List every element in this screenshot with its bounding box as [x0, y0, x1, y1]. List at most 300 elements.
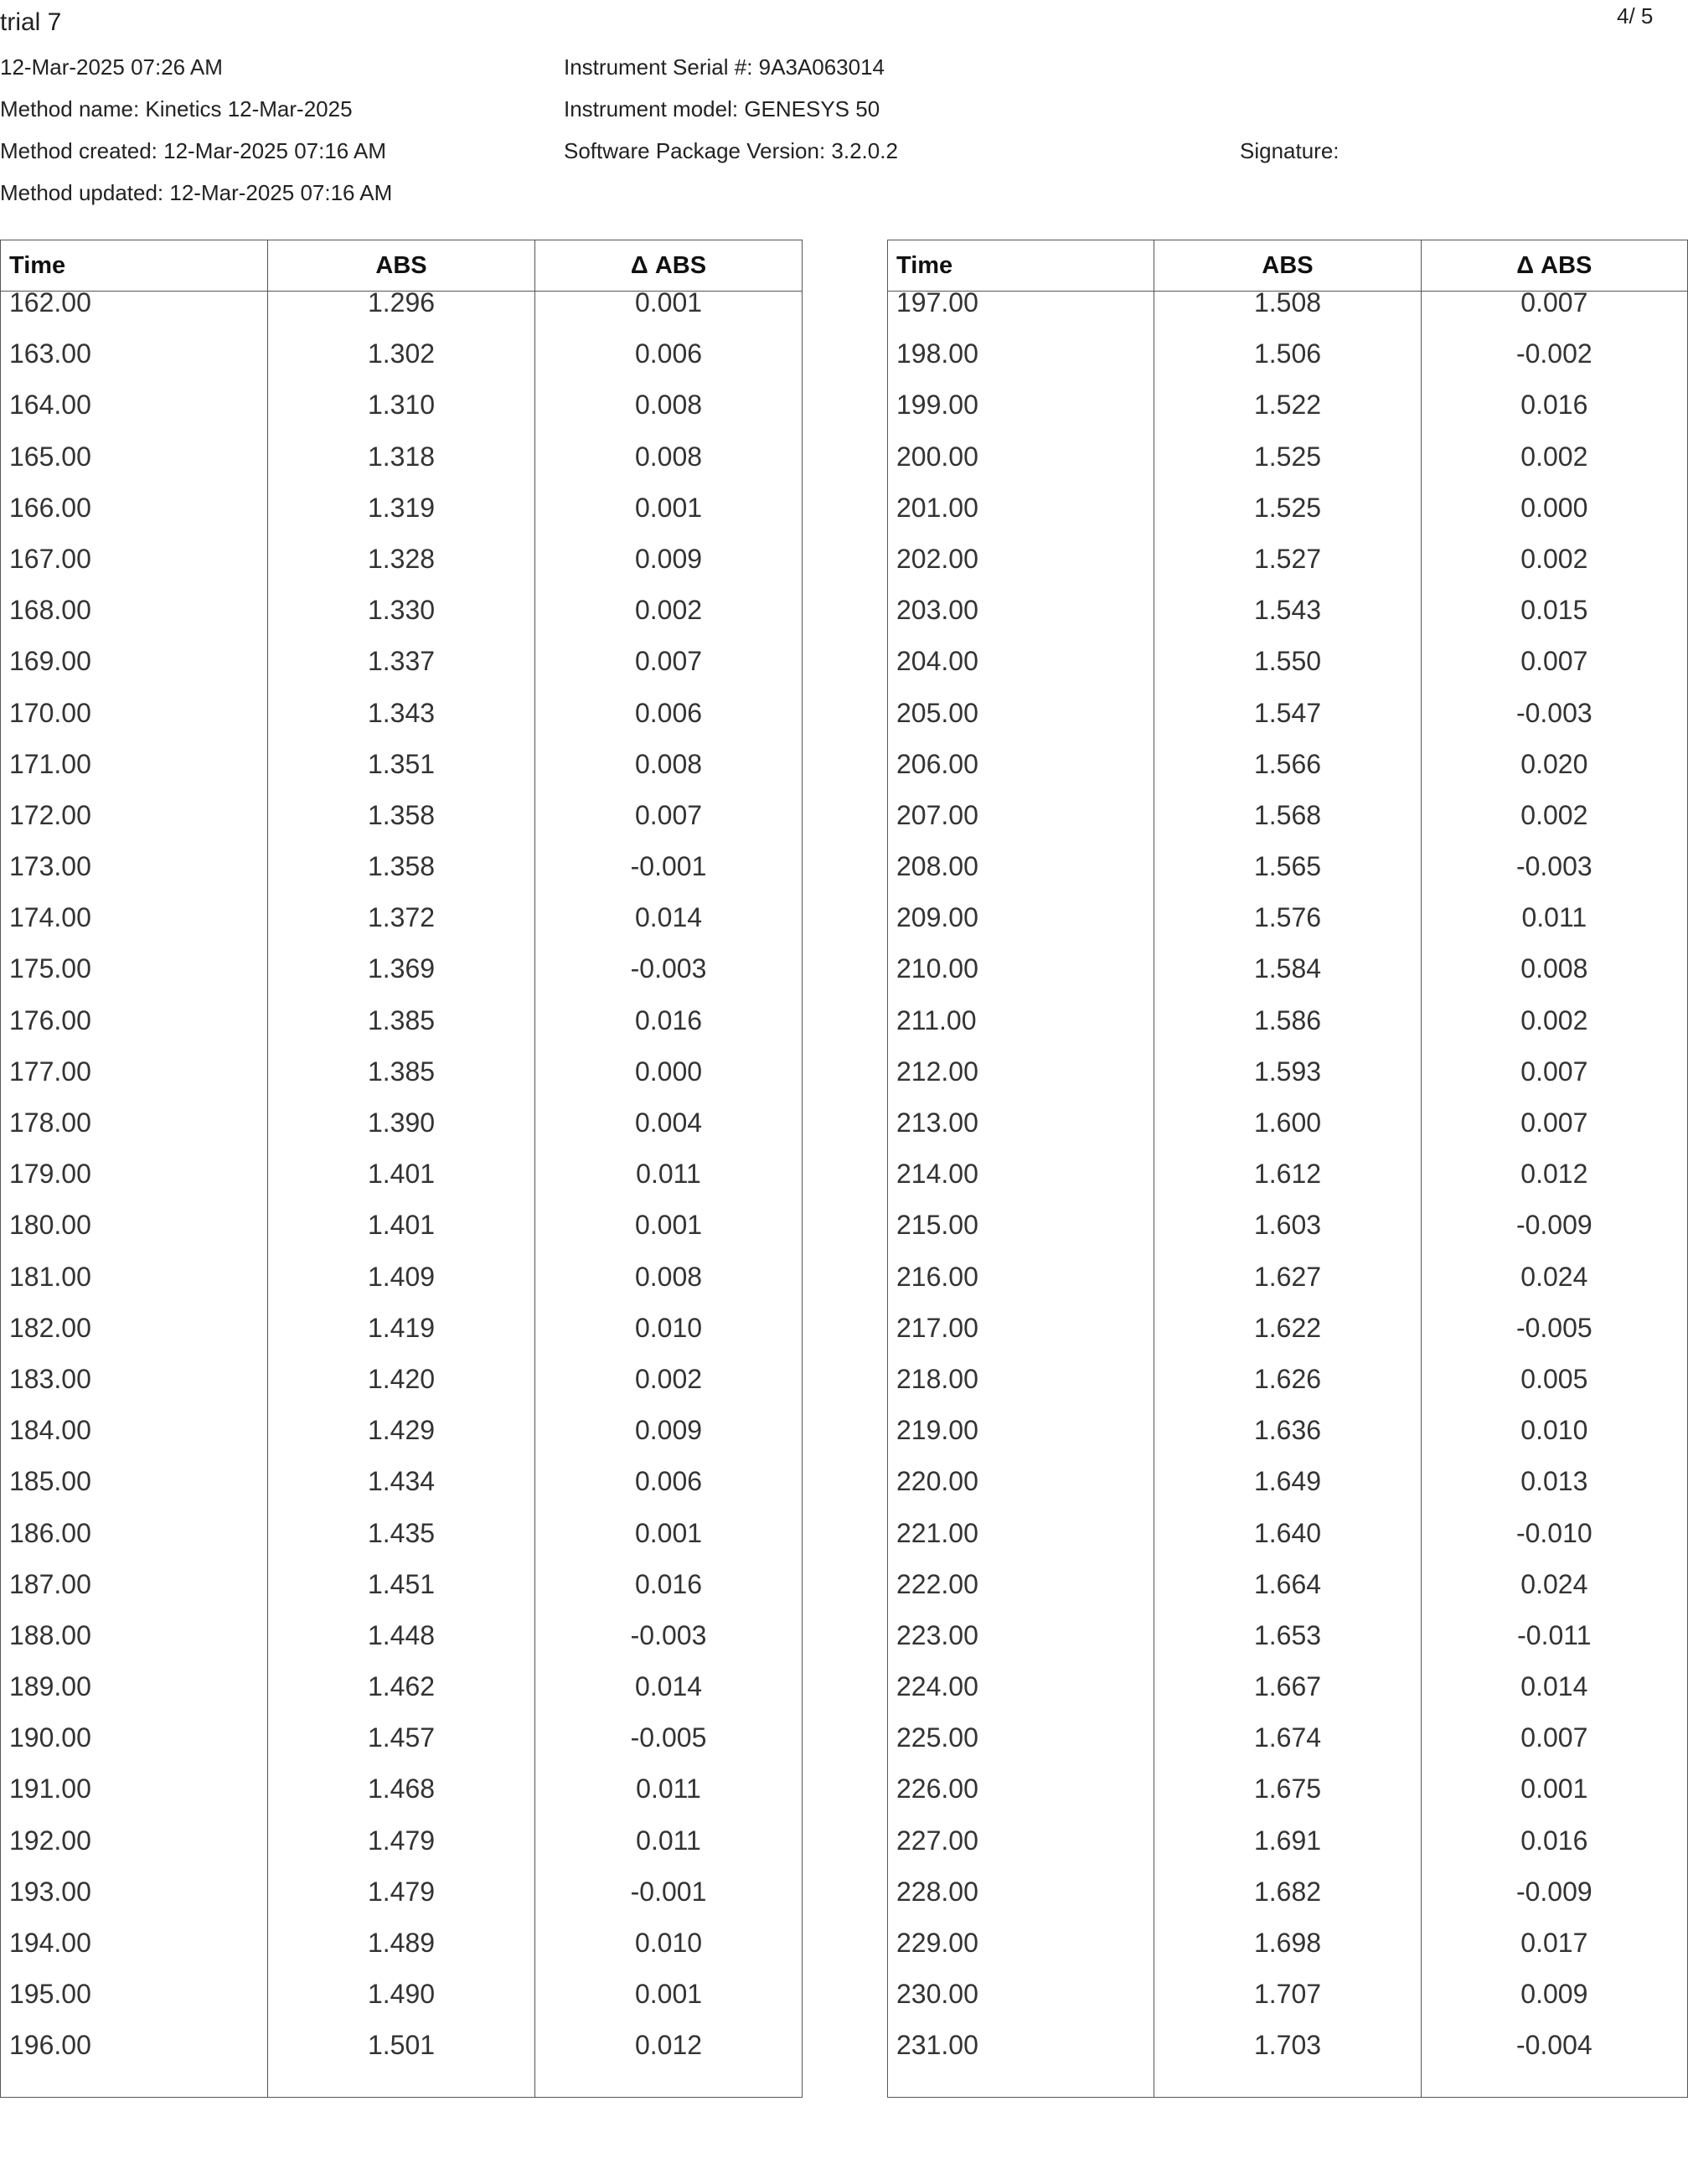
table-row	[888, 1830, 1688, 1881]
time-cell: 217.00	[888, 1317, 1154, 1368]
time-cell: 172.00	[1, 804, 268, 855]
time-cell: 200.00	[888, 446, 1154, 497]
abs-cell: 1.451	[268, 1573, 535, 1624]
time-cell: 169.00	[1, 650, 268, 701]
data-table-left	[0, 240, 803, 2098]
time-cell: 228.00	[888, 1881, 1154, 1932]
abs-cell: 1.385	[268, 1009, 535, 1061]
table-row	[1, 1317, 803, 1368]
delta-abs-cell: 0.016	[1421, 394, 1687, 445]
table-row	[1, 1778, 803, 1829]
table-row	[888, 1317, 1688, 1368]
abs-cell: 1.584	[1154, 958, 1421, 1009]
page-number: 4/ 5	[1617, 3, 1654, 28]
table-row	[1, 1061, 803, 1112]
delta-abs-cell: 0.008	[1421, 958, 1687, 1009]
delta-abs-cell: -0.010	[1421, 1522, 1687, 1573]
delta-abs-cell: 0.010	[1421, 1419, 1687, 1470]
table-row	[888, 1983, 1688, 2034]
time-cell: 201.00	[888, 497, 1154, 548]
table-row	[1, 958, 803, 1009]
time-cell: 189.00	[1, 1675, 268, 1727]
table-row	[888, 1727, 1688, 1778]
delta-abs-cell: 0.011	[1421, 906, 1687, 958]
time-cell: 177.00	[1, 1061, 268, 1112]
time-cell: 188.00	[1, 1624, 268, 1675]
table-row	[888, 292, 1688, 343]
column-header-delta-abs: Δ ABS	[535, 240, 803, 292]
time-cell: 222.00	[888, 1573, 1154, 1624]
abs-cell: 1.479	[268, 1830, 535, 1881]
table-row	[1, 1214, 803, 1265]
table-row	[1, 702, 803, 753]
delta-abs-cell: 0.000	[535, 1061, 803, 1112]
abs-cell: 1.682	[1154, 1881, 1421, 1932]
time-cell: 199.00	[888, 394, 1154, 445]
data-table-right	[887, 240, 1688, 2098]
delta-abs-cell: 0.011	[535, 1778, 803, 1829]
method-updated: Method updated: 12-Mar-2025 07:16 AM	[0, 180, 393, 205]
time-cell: 173.00	[1, 855, 268, 906]
delta-abs-cell: -0.003	[1421, 702, 1687, 753]
table-row	[1, 1624, 803, 1675]
time-cell: 179.00	[1, 1163, 268, 1214]
delta-abs-cell: 0.001	[1421, 1778, 1687, 1829]
time-cell: 182.00	[1, 1317, 268, 1368]
report-title: trial 7	[0, 8, 62, 36]
table-row	[888, 1009, 1688, 1061]
time-cell: 176.00	[1, 1009, 268, 1061]
table-row	[888, 1573, 1688, 1624]
abs-cell: 1.649	[1154, 1470, 1421, 1521]
column-header-abs: ABS	[268, 240, 535, 292]
abs-cell: 1.372	[268, 906, 535, 958]
time-cell: 230.00	[888, 1983, 1154, 2034]
abs-cell: 1.302	[268, 343, 535, 394]
time-cell: 209.00	[888, 906, 1154, 958]
delta-abs-cell: 0.013	[1421, 1470, 1687, 1521]
abs-cell: 1.565	[1154, 855, 1421, 906]
time-cell: 164.00	[1, 394, 268, 445]
delta-abs-cell: 0.024	[1421, 1573, 1687, 1624]
time-cell: 207.00	[888, 804, 1154, 855]
time-cell: 191.00	[1, 1778, 268, 1829]
time-cell: 216.00	[888, 1266, 1154, 1317]
delta-abs-cell: -0.011	[1421, 1624, 1687, 1675]
delta-abs-cell: 0.000	[1421, 497, 1687, 548]
column-header-abs: ABS	[1154, 240, 1421, 292]
delta-abs-cell: 0.001	[535, 497, 803, 548]
delta-abs-cell: -0.003	[535, 958, 803, 1009]
time-cell: 186.00	[1, 1522, 268, 1573]
time-cell: 187.00	[1, 1573, 268, 1624]
time-cell: 219.00	[888, 1419, 1154, 1470]
delta-abs-cell: 0.009	[1421, 1983, 1687, 2034]
table-row	[888, 1112, 1688, 1163]
time-cell: 162.00	[1, 292, 268, 343]
abs-cell: 1.550	[1154, 650, 1421, 701]
abs-cell: 1.576	[1154, 906, 1421, 958]
time-cell: 223.00	[888, 1624, 1154, 1675]
time-cell: 202.00	[888, 548, 1154, 599]
table-row	[888, 958, 1688, 1009]
time-cell: 166.00	[1, 497, 268, 548]
table-row	[1, 497, 803, 548]
time-cell: 215.00	[888, 1214, 1154, 1265]
table-row	[888, 702, 1688, 753]
time-cell: 170.00	[1, 702, 268, 753]
delta-abs-cell: 0.001	[535, 1214, 803, 1265]
table-row	[888, 1214, 1688, 1265]
time-cell: 171.00	[1, 753, 268, 804]
abs-cell: 1.527	[1154, 548, 1421, 599]
abs-cell: 1.603	[1154, 1214, 1421, 1265]
delta-abs-cell: 0.007	[535, 650, 803, 701]
delta-abs-cell: 0.007	[535, 804, 803, 855]
abs-cell: 1.385	[268, 1061, 535, 1112]
delta-abs-cell: -0.009	[1421, 1881, 1687, 1932]
time-cell: 208.00	[888, 855, 1154, 906]
time-cell: 180.00	[1, 1214, 268, 1265]
time-cell: 168.00	[1, 599, 268, 650]
table-row	[1, 599, 803, 650]
table-row	[888, 1881, 1688, 1932]
time-cell: 196.00	[1, 2034, 268, 2098]
abs-cell: 1.419	[268, 1317, 535, 1368]
abs-cell: 1.566	[1154, 753, 1421, 804]
table-row	[888, 1778, 1688, 1829]
table-row	[888, 1419, 1688, 1470]
table-row	[1, 1727, 803, 1778]
time-cell: 221.00	[888, 1522, 1154, 1573]
instrument-model: Instrument model: GENESYS 50	[564, 96, 880, 121]
time-cell: 231.00	[888, 2034, 1154, 2098]
time-cell: 175.00	[1, 958, 268, 1009]
time-cell: 183.00	[1, 1368, 268, 1419]
table-row	[888, 2034, 1688, 2098]
abs-cell: 1.351	[268, 753, 535, 804]
table-row	[1, 1009, 803, 1061]
abs-cell: 1.626	[1154, 1368, 1421, 1419]
delta-abs-cell: 0.010	[535, 1932, 803, 1983]
abs-cell: 1.337	[268, 650, 535, 701]
abs-cell: 1.328	[268, 548, 535, 599]
time-cell: 205.00	[888, 702, 1154, 753]
time-cell: 204.00	[888, 650, 1154, 701]
table-row	[1, 446, 803, 497]
abs-cell: 1.622	[1154, 1317, 1421, 1368]
abs-cell: 1.525	[1154, 446, 1421, 497]
table-row	[1, 1983, 803, 2034]
table-row	[1, 1522, 803, 1573]
time-cell: 212.00	[888, 1061, 1154, 1112]
time-cell: 197.00	[888, 292, 1154, 343]
delta-abs-cell: 0.004	[535, 1112, 803, 1163]
time-cell: 224.00	[888, 1675, 1154, 1727]
table-row	[1, 1830, 803, 1881]
time-cell: 167.00	[1, 548, 268, 599]
abs-cell: 1.457	[268, 1727, 535, 1778]
abs-cell: 1.612	[1154, 1163, 1421, 1214]
delta-abs-cell: 0.012	[1421, 1163, 1687, 1214]
delta-abs-cell: 0.008	[535, 1266, 803, 1317]
delta-abs-cell: 0.011	[535, 1830, 803, 1881]
table-row	[888, 906, 1688, 958]
time-cell: 194.00	[1, 1932, 268, 1983]
table-row	[1, 2034, 803, 2098]
abs-cell: 1.318	[268, 446, 535, 497]
report-date: 12-Mar-2025 07:26 AM	[0, 54, 223, 80]
table-row	[888, 1266, 1688, 1317]
delta-abs-cell: 0.009	[535, 548, 803, 599]
abs-cell: 1.462	[268, 1675, 535, 1727]
delta-abs-cell: -0.009	[1421, 1214, 1687, 1265]
delta-abs-cell: -0.001	[535, 1881, 803, 1932]
delta-abs-cell: -0.003	[1421, 855, 1687, 906]
abs-cell: 1.593	[1154, 1061, 1421, 1112]
signature-label: Signature:	[1240, 138, 1340, 163]
time-cell: 163.00	[1, 343, 268, 394]
time-cell: 210.00	[888, 958, 1154, 1009]
abs-cell: 1.543	[1154, 599, 1421, 650]
delta-abs-cell: 0.002	[1421, 548, 1687, 599]
table-row	[1, 855, 803, 906]
time-cell: 178.00	[1, 1112, 268, 1163]
abs-cell: 1.640	[1154, 1522, 1421, 1573]
delta-abs-cell: 0.002	[535, 599, 803, 650]
abs-cell: 1.369	[268, 958, 535, 1009]
delta-abs-cell: 0.002	[1421, 446, 1687, 497]
delta-abs-cell: 0.016	[535, 1009, 803, 1061]
time-cell: 211.00	[888, 1009, 1154, 1061]
delta-abs-cell: 0.002	[1421, 804, 1687, 855]
abs-cell: 1.434	[268, 1470, 535, 1521]
abs-cell: 1.547	[1154, 702, 1421, 753]
table-row	[888, 1932, 1688, 1983]
time-cell: 225.00	[888, 1727, 1154, 1778]
time-cell: 195.00	[1, 1983, 268, 2034]
time-cell: 227.00	[888, 1830, 1154, 1881]
table-row	[888, 1675, 1688, 1727]
delta-abs-cell: 0.006	[535, 343, 803, 394]
table-row	[1, 753, 803, 804]
abs-cell: 1.310	[268, 394, 535, 445]
abs-cell: 1.479	[268, 1881, 535, 1932]
abs-cell: 1.627	[1154, 1266, 1421, 1317]
abs-cell: 1.429	[268, 1419, 535, 1470]
time-cell: 226.00	[888, 1778, 1154, 1829]
delta-abs-cell: -0.004	[1421, 2034, 1687, 2098]
delta-abs-cell: 0.007	[1421, 1112, 1687, 1163]
method-created: Method created: 12-Mar-2025 07:16 AM	[0, 138, 387, 163]
abs-cell: 1.448	[268, 1624, 535, 1675]
delta-abs-cell: 0.008	[535, 394, 803, 445]
delta-abs-cell: 0.006	[535, 702, 803, 753]
abs-cell: 1.501	[268, 2034, 535, 2098]
delta-abs-cell: 0.007	[1421, 650, 1687, 701]
abs-cell: 1.691	[1154, 1830, 1421, 1881]
time-cell: 218.00	[888, 1368, 1154, 1419]
table-row	[1, 1470, 803, 1521]
delta-abs-cell: -0.005	[535, 1727, 803, 1778]
table-row	[888, 1163, 1688, 1214]
table-row	[1, 1419, 803, 1470]
table-row	[1, 343, 803, 394]
delta-abs-cell: 0.007	[1421, 1727, 1687, 1778]
time-cell: 184.00	[1, 1419, 268, 1470]
abs-cell: 1.409	[268, 1266, 535, 1317]
delta-abs-cell: 0.015	[1421, 599, 1687, 650]
table-row	[888, 855, 1688, 906]
abs-cell: 1.330	[268, 599, 535, 650]
abs-cell: 1.435	[268, 1522, 535, 1573]
table-row	[888, 1061, 1688, 1112]
time-cell: 193.00	[1, 1881, 268, 1932]
abs-cell: 1.522	[1154, 394, 1421, 445]
delta-abs-cell: 0.014	[1421, 1675, 1687, 1727]
table-row	[888, 446, 1688, 497]
abs-cell: 1.468	[268, 1778, 535, 1829]
instrument-serial: Instrument Serial #: 9A3A063014	[564, 54, 885, 80]
abs-cell: 1.401	[268, 1214, 535, 1265]
abs-cell: 1.586	[1154, 1009, 1421, 1061]
delta-abs-cell: 0.024	[1421, 1266, 1687, 1317]
abs-cell: 1.490	[268, 1983, 535, 2034]
table-row	[1, 548, 803, 599]
delta-abs-cell: 0.016	[535, 1573, 803, 1624]
table-row	[888, 343, 1688, 394]
delta-abs-cell: 0.016	[1421, 1830, 1687, 1881]
time-cell: 213.00	[888, 1112, 1154, 1163]
delta-abs-cell: 0.014	[535, 906, 803, 958]
abs-cell: 1.506	[1154, 343, 1421, 394]
delta-abs-cell: -0.003	[535, 1624, 803, 1675]
delta-abs-cell: -0.002	[1421, 343, 1687, 394]
table-row	[1, 1573, 803, 1624]
delta-abs-cell: 0.002	[535, 1368, 803, 1419]
delta-abs-cell: 0.008	[535, 446, 803, 497]
table-row	[1, 1163, 803, 1214]
software-version: Software Package Version: 3.2.0.2	[564, 138, 898, 163]
table-row	[888, 1624, 1688, 1675]
delta-abs-cell: 0.005	[1421, 1368, 1687, 1419]
delta-abs-cell: -0.005	[1421, 1317, 1687, 1368]
abs-cell: 1.653	[1154, 1624, 1421, 1675]
abs-cell: 1.600	[1154, 1112, 1421, 1163]
column-header-time: Time	[888, 240, 1154, 292]
table-row	[1, 1266, 803, 1317]
delta-abs-cell: 0.010	[535, 1317, 803, 1368]
delta-abs-cell: 0.020	[1421, 753, 1687, 804]
abs-cell: 1.489	[268, 1932, 535, 1983]
time-cell: 214.00	[888, 1163, 1154, 1214]
delta-abs-cell: 0.007	[1421, 1061, 1687, 1112]
abs-cell: 1.390	[268, 1112, 535, 1163]
table-row	[1, 906, 803, 958]
time-cell: 192.00	[1, 1830, 268, 1881]
abs-cell: 1.636	[1154, 1419, 1421, 1470]
abs-cell: 1.525	[1154, 497, 1421, 548]
delta-abs-cell: 0.017	[1421, 1932, 1687, 1983]
abs-cell: 1.401	[268, 1163, 535, 1214]
abs-cell: 1.703	[1154, 2034, 1421, 2098]
time-cell: 229.00	[888, 1932, 1154, 1983]
table-row	[888, 497, 1688, 548]
column-header-delta-abs: Δ ABS	[1421, 240, 1687, 292]
table-row	[888, 1368, 1688, 1419]
time-cell: 198.00	[888, 343, 1154, 394]
delta-abs-cell: 0.001	[535, 1522, 803, 1573]
delta-abs-cell: 0.009	[535, 1419, 803, 1470]
table-header-row	[888, 240, 1688, 292]
table-row	[888, 548, 1688, 599]
abs-cell: 1.508	[1154, 292, 1421, 343]
table-row	[1, 394, 803, 445]
delta-abs-cell: 0.014	[535, 1675, 803, 1727]
table-row	[1, 1881, 803, 1932]
time-cell: 220.00	[888, 1470, 1154, 1521]
abs-cell: 1.319	[268, 497, 535, 548]
abs-cell: 1.698	[1154, 1932, 1421, 1983]
table-row	[888, 1470, 1688, 1521]
time-cell: 203.00	[888, 599, 1154, 650]
time-cell: 181.00	[1, 1266, 268, 1317]
time-cell: 206.00	[888, 753, 1154, 804]
column-header-time: Time	[1, 240, 268, 292]
delta-abs-cell: -0.001	[535, 855, 803, 906]
abs-cell: 1.296	[268, 292, 535, 343]
abs-cell: 1.667	[1154, 1675, 1421, 1727]
method-name: Method name: Kinetics 12-Mar-2025	[0, 96, 353, 121]
abs-cell: 1.707	[1154, 1983, 1421, 2034]
abs-cell: 1.675	[1154, 1778, 1421, 1829]
table-row	[888, 1522, 1688, 1573]
table-row	[1, 804, 803, 855]
table-row	[1, 1675, 803, 1727]
abs-cell: 1.568	[1154, 804, 1421, 855]
time-cell: 165.00	[1, 446, 268, 497]
table-row	[888, 753, 1688, 804]
abs-cell: 1.343	[268, 702, 535, 753]
delta-abs-cell: 0.002	[1421, 1009, 1687, 1061]
table-row	[888, 394, 1688, 445]
delta-abs-cell: 0.007	[1421, 292, 1687, 343]
table-row	[888, 599, 1688, 650]
delta-abs-cell: 0.012	[535, 2034, 803, 2098]
abs-cell: 1.664	[1154, 1573, 1421, 1624]
time-cell: 174.00	[1, 906, 268, 958]
abs-cell: 1.358	[268, 804, 535, 855]
table-header-row	[1, 240, 803, 292]
table-row	[1, 1368, 803, 1419]
delta-abs-cell: 0.008	[535, 753, 803, 804]
abs-cell: 1.420	[268, 1368, 535, 1419]
delta-abs-cell: 0.001	[535, 292, 803, 343]
table-row	[1, 292, 803, 343]
table-row	[888, 650, 1688, 701]
time-cell: 190.00	[1, 1727, 268, 1778]
abs-cell: 1.674	[1154, 1727, 1421, 1778]
abs-cell: 1.358	[268, 855, 535, 906]
table-row	[1, 1932, 803, 1983]
time-cell: 185.00	[1, 1470, 268, 1521]
delta-abs-cell: 0.006	[535, 1470, 803, 1521]
table-row	[1, 650, 803, 701]
delta-abs-cell: 0.001	[535, 1983, 803, 2034]
table-row	[888, 804, 1688, 855]
delta-abs-cell: 0.011	[535, 1163, 803, 1214]
table-row	[1, 1112, 803, 1163]
